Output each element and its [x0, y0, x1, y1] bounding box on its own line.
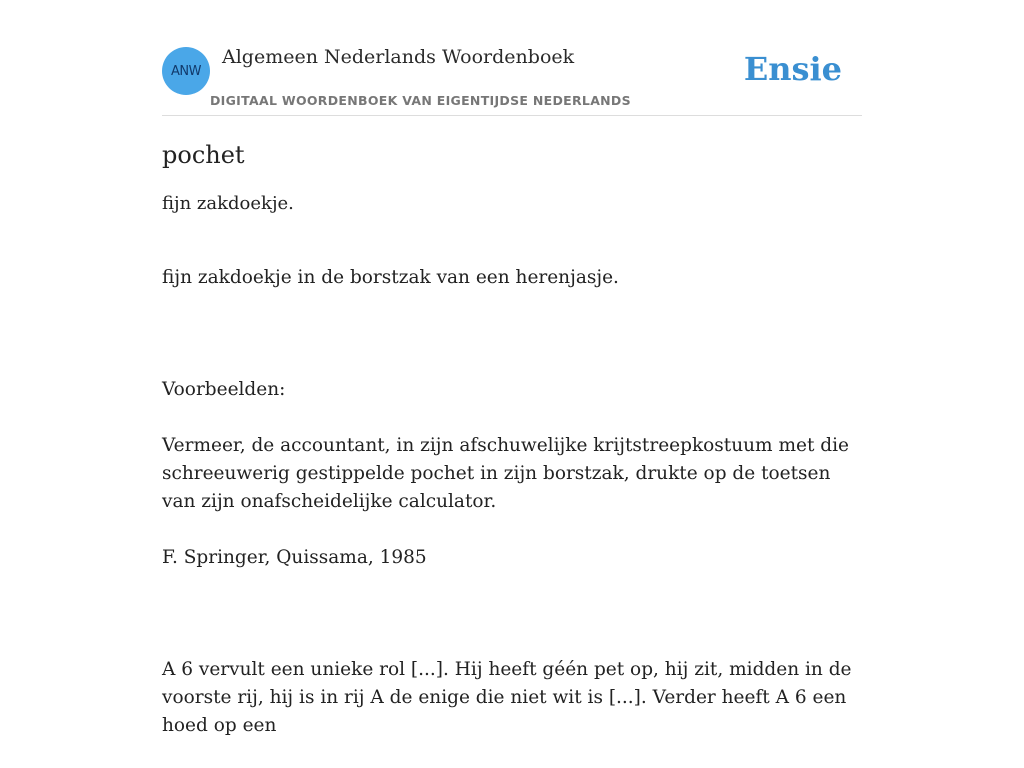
anw-logo[interactable]: ANW [162, 47, 210, 95]
entry-headword: pochet [162, 141, 245, 169]
page [162, 0, 862, 768]
full-definition: fijn zakdoekje in de borstzak van een herenjasje. [162, 267, 619, 288]
example-text: Vermeer, de accountant, in zijn afschuwelijke krijtstreepkostuum met die schreeuwerig gestippelde pochet in zijn borstzak, drukte op de toetsen van zijn onafscheidelijke calculator. [162, 435, 849, 512]
entry-body [162, 236, 862, 768]
site-title[interactable]: Algemeen Nederlands Woordenboek [222, 46, 575, 68]
site-subtitle: DIGITAAL WOORDENBOEK VAN EIGENTIJDSE NEDERLANDS [210, 93, 631, 108]
short-definition: fijn zakdoekje. [162, 193, 294, 214]
examples-label: Voorbeelden: [162, 379, 286, 400]
ensie-brand-logo[interactable]: Ensie [743, 50, 842, 88]
example-source: F. Springer, Quissama, 1985 [162, 547, 427, 568]
example-text: A 6 vervult een unieke rol [...]. Hij heeft géén pet op, hij zit, midden in de voorste rij, hij is in rij A de enige die niet wit is [...]. Verder heeft A 6 een hoed op een [162, 659, 852, 736]
site-header [162, 0, 862, 116]
